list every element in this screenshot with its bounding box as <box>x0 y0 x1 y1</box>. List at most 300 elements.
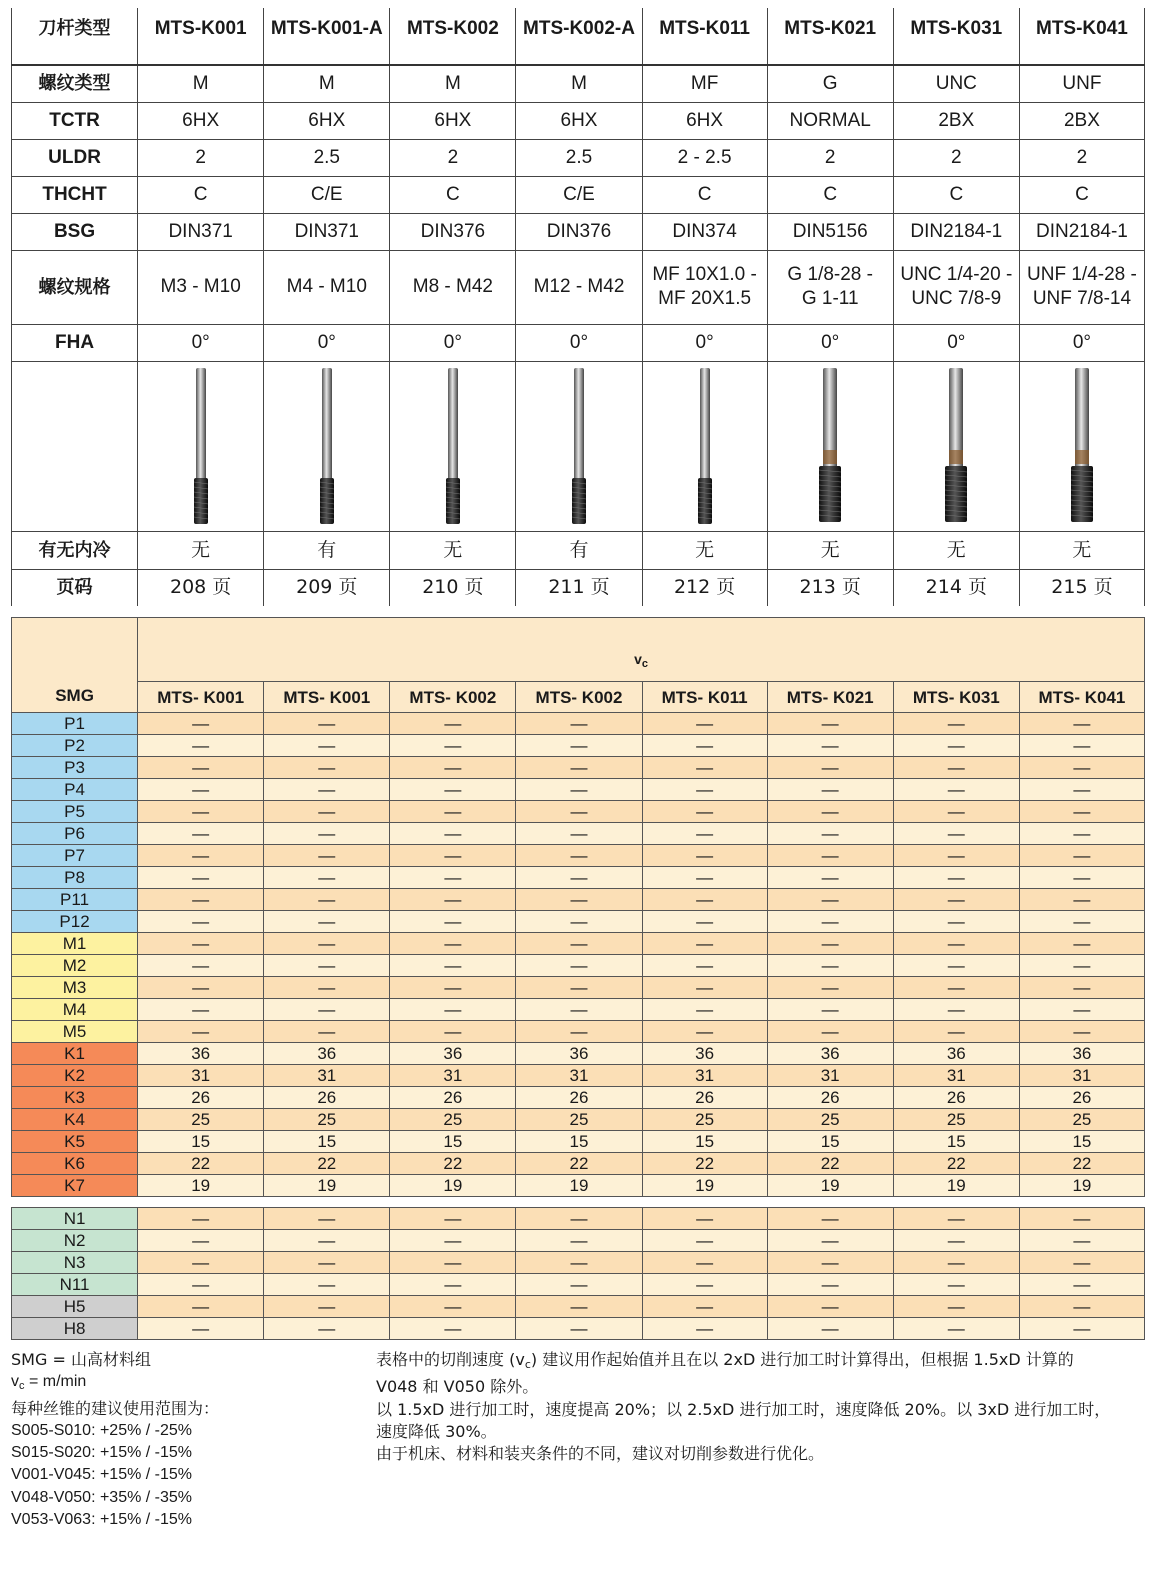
vc-column-header: MTS- K041 <box>1019 682 1144 713</box>
vc-value: — <box>893 779 1019 801</box>
row-label: 页码 <box>12 569 138 606</box>
vc-column-header: MTS- K031 <box>893 682 1019 713</box>
smg-cell: P8 <box>12 867 138 889</box>
vc-value: — <box>893 977 1019 999</box>
thread-spec-line: G 1/8-28 - <box>787 264 873 285</box>
vc-value: — <box>767 1318 893 1340</box>
vc-value: 19 <box>138 1175 264 1197</box>
thread-spec-cell <box>767 250 893 324</box>
vc-value: — <box>138 801 264 823</box>
vc-value: — <box>138 955 264 977</box>
vc-value: — <box>390 713 516 735</box>
spec-cell: 2.5 <box>264 139 390 176</box>
vc-row <box>12 845 1145 867</box>
vc-value: — <box>138 911 264 933</box>
vc-value: — <box>642 1252 767 1274</box>
vc-value: — <box>138 977 264 999</box>
vc-value: — <box>642 845 767 867</box>
vc-value: — <box>264 933 390 955</box>
vc-value: 15 <box>516 1131 642 1153</box>
vc-value: — <box>390 867 516 889</box>
spec-cell: C <box>1019 176 1144 213</box>
vc-value: 26 <box>390 1087 516 1109</box>
coolant-cell: 无 <box>390 531 516 569</box>
vc-value: — <box>138 1318 264 1340</box>
tap-image <box>559 366 599 526</box>
vc-value: — <box>893 1021 1019 1043</box>
thread-spec-line: M4 - M10 <box>286 276 367 297</box>
coolant-cell: 无 <box>767 531 893 569</box>
spec-cell: G <box>767 65 893 102</box>
tap-image <box>307 366 347 526</box>
vc-value: — <box>516 823 642 845</box>
vc-value: 22 <box>516 1153 642 1175</box>
smg-cell: H5 <box>12 1296 138 1318</box>
thread-spec-line: G 1-11 <box>801 288 859 309</box>
vc-value: — <box>516 955 642 977</box>
column-header: MTS-K021 <box>767 8 893 65</box>
spec-cell: M <box>516 65 642 102</box>
spec-cell: DIN374 <box>642 213 767 250</box>
vc-value: — <box>767 845 893 867</box>
vc-value: 22 <box>893 1153 1019 1175</box>
vc-value: — <box>516 1252 642 1274</box>
tap-image <box>936 366 976 526</box>
smg-cell: M2 <box>12 955 138 977</box>
vc-value: 36 <box>1019 1043 1144 1065</box>
vc-row <box>12 735 1145 757</box>
tap-image <box>685 366 725 526</box>
fha-cell: 0° <box>893 324 1019 361</box>
vc-value: — <box>264 735 390 757</box>
vc-value: 15 <box>390 1131 516 1153</box>
vc-value: — <box>264 1274 390 1296</box>
vc-value: — <box>138 757 264 779</box>
thread-spec-cell <box>1019 250 1144 324</box>
vc-value: — <box>642 889 767 911</box>
notes-right <box>376 1349 1116 1465</box>
vc-value: 36 <box>516 1043 642 1065</box>
vc-value: — <box>1019 713 1144 735</box>
thread-spec-cell <box>138 250 264 324</box>
thread-spec-line: UNC 7/8-9 <box>911 288 1002 309</box>
vc-value: — <box>390 735 516 757</box>
spec-cell: 6HX <box>390 102 516 139</box>
vc-value: — <box>767 713 893 735</box>
vc-value: — <box>390 1252 516 1274</box>
vc-column-header: MTS- K001 <box>264 682 390 713</box>
spec-cell: UNC <box>893 65 1019 102</box>
thread-spec-line: M8 - M42 <box>412 276 493 297</box>
spec-cell: 2.5 <box>516 139 642 176</box>
vc-value: — <box>516 933 642 955</box>
thread-spec-line: UNF 1/4-28 - <box>1027 264 1137 285</box>
vc-value: — <box>893 757 1019 779</box>
tap-image-cell <box>642 361 767 531</box>
vc-value: 31 <box>264 1065 390 1087</box>
vc-row <box>12 933 1145 955</box>
vc-value: 26 <box>264 1087 390 1109</box>
vc-value: — <box>390 1318 516 1340</box>
vc-value: — <box>767 1230 893 1252</box>
page-cell: 215 页 <box>1019 569 1144 606</box>
vc-value: 31 <box>767 1065 893 1087</box>
vc-value: — <box>1019 889 1144 911</box>
vc-value: — <box>767 779 893 801</box>
vc-value: 26 <box>767 1087 893 1109</box>
column-header: MTS-K031 <box>893 8 1019 65</box>
row-label: THCHT <box>12 176 138 213</box>
vc-value: — <box>264 867 390 889</box>
spec-cell: 2BX <box>893 102 1019 139</box>
vc-value: 15 <box>642 1131 767 1153</box>
vc-value: — <box>264 889 390 911</box>
spec-cell: C <box>767 176 893 213</box>
fha-cell: 0° <box>642 324 767 361</box>
smg-cell: M3 <box>12 977 138 999</box>
header-label: 刀杆类型 <box>12 8 138 65</box>
vc-value: — <box>516 735 642 757</box>
vc-value: — <box>264 779 390 801</box>
vc-column-header: MTS- K002 <box>516 682 642 713</box>
page-row <box>12 569 1145 606</box>
vc-value: — <box>893 933 1019 955</box>
vc-value: — <box>390 999 516 1021</box>
vc-value: — <box>893 713 1019 735</box>
vc-value: — <box>516 1318 642 1340</box>
vc-value: — <box>138 1252 264 1274</box>
fha-cell: 0° <box>767 324 893 361</box>
vc-row <box>12 1087 1145 1109</box>
vc-value: 19 <box>642 1175 767 1197</box>
vc-value: — <box>516 713 642 735</box>
spec-cell: M <box>138 65 264 102</box>
vc-value: 19 <box>516 1175 642 1197</box>
vc-value: — <box>516 1208 642 1230</box>
column-header: MTS-K002 <box>390 8 516 65</box>
vc-value: 19 <box>264 1175 390 1197</box>
spec-cell: 6HX <box>138 102 264 139</box>
vc-value: — <box>138 1296 264 1318</box>
vc-value: — <box>516 1296 642 1318</box>
spec-cell: DIN376 <box>516 213 642 250</box>
row-label: 螺纹类型 <box>12 65 138 102</box>
vc-value: — <box>264 977 390 999</box>
vc-value: — <box>390 1230 516 1252</box>
vc-value: — <box>390 1274 516 1296</box>
thread-spec-line: M3 - M10 <box>160 276 241 297</box>
gap-cell <box>12 1197 1145 1208</box>
vc-value: — <box>138 1208 264 1230</box>
vc-value: — <box>390 955 516 977</box>
vc-value: — <box>767 955 893 977</box>
vc-value: — <box>767 757 893 779</box>
smg-cell: N2 <box>12 1230 138 1252</box>
vc-row <box>12 713 1145 735</box>
tap-image-cell <box>1019 361 1144 531</box>
vc-header-row <box>12 618 1145 682</box>
smg-cell: P5 <box>12 801 138 823</box>
vc-value: — <box>893 1296 1019 1318</box>
vc-value: — <box>767 735 893 757</box>
thread-spec-line: MF 10X1.0 - <box>652 264 757 285</box>
page-cell: 210 页 <box>390 569 516 606</box>
vc-value: — <box>1019 867 1144 889</box>
image-label-cell <box>12 361 138 531</box>
vc-value: — <box>893 845 1019 867</box>
page-cell: 212 页 <box>642 569 767 606</box>
vc-value: — <box>642 779 767 801</box>
vc-value: 26 <box>1019 1087 1144 1109</box>
vc-value: — <box>516 779 642 801</box>
row-label: ULDR <box>12 139 138 176</box>
vc-value: — <box>893 1252 1019 1274</box>
smg-cell: K7 <box>12 1175 138 1197</box>
vc-row <box>12 911 1145 933</box>
vc-value: 31 <box>516 1065 642 1087</box>
vc-unit: $v_c = m/\min$ <box>11 1373 87 1393</box>
vc-value: — <box>1019 757 1144 779</box>
spec-row <box>12 102 1145 139</box>
page-cell: 211 页 <box>516 569 642 606</box>
smg-cell: M4 <box>12 999 138 1021</box>
vc-value: — <box>516 1230 642 1252</box>
smg-cell: K2 <box>12 1065 138 1087</box>
smg-cell: K6 <box>12 1153 138 1175</box>
vc-value: — <box>264 1318 390 1340</box>
vc-value: — <box>138 779 264 801</box>
spec-cell: M <box>264 65 390 102</box>
vc-value: — <box>767 1296 893 1318</box>
coolant-cell: 无 <box>642 531 767 569</box>
thread-spec-line: MF 20X1.5 <box>658 288 752 309</box>
vc-value: — <box>642 1296 767 1318</box>
range-item: V048-V050: +35% / -35% <box>11 1488 193 1506</box>
smg-cell: P4 <box>12 779 138 801</box>
spec-cell: DIN2184-1 <box>893 213 1019 250</box>
coolant-cell: 无 <box>1019 531 1144 569</box>
vc-column-header: MTS- K002 <box>390 682 516 713</box>
vc-value: — <box>893 999 1019 1021</box>
spec-row <box>12 139 1145 176</box>
spec-cell: UNF <box>1019 65 1144 102</box>
vc-value: — <box>516 867 642 889</box>
row-label: 有无内冷 <box>12 531 138 569</box>
vc-value: — <box>642 1230 767 1252</box>
vc-value: — <box>138 1021 264 1043</box>
row-label: 螺纹规格 <box>12 250 138 324</box>
spec-table <box>11 8 1145 606</box>
vc-value: — <box>516 911 642 933</box>
vc-value: — <box>1019 1252 1144 1274</box>
vc-row <box>12 1318 1145 1340</box>
page-cell: 208 页 <box>138 569 264 606</box>
fha-row <box>12 324 1145 361</box>
coolant-cell: 无 <box>138 531 264 569</box>
vc-row <box>12 1153 1145 1175</box>
vc-value: — <box>767 1021 893 1043</box>
vc-value: — <box>767 1252 893 1274</box>
vc-value: 15 <box>264 1131 390 1153</box>
vc-value: — <box>264 1021 390 1043</box>
vc-value: 36 <box>390 1043 516 1065</box>
vc-value: 25 <box>1019 1109 1144 1131</box>
vc-value: 22 <box>1019 1153 1144 1175</box>
smg-cell: P2 <box>12 735 138 757</box>
vc-value: — <box>1019 1296 1144 1318</box>
vc-value: — <box>390 911 516 933</box>
spec-header-row <box>12 8 1145 65</box>
group-gap <box>12 1197 1145 1208</box>
vc-value: — <box>642 757 767 779</box>
tap-image-cell <box>767 361 893 531</box>
smg-cell: N11 <box>12 1274 138 1296</box>
vc-value: 26 <box>893 1087 1019 1109</box>
thread-spec-line: UNF 7/8-14 <box>1032 288 1132 309</box>
vc-value: 36 <box>893 1043 1019 1065</box>
column-header: MTS-K001 <box>138 8 264 65</box>
vc-value: 25 <box>767 1109 893 1131</box>
vc-value: — <box>1019 1021 1144 1043</box>
vc-row <box>12 1021 1145 1043</box>
fha-cell: 0° <box>138 324 264 361</box>
vc-value: — <box>642 713 767 735</box>
smg-cell: M5 <box>12 1021 138 1043</box>
smg-cell: K3 <box>12 1087 138 1109</box>
smg-cell: P7 <box>12 845 138 867</box>
vc-row <box>12 779 1145 801</box>
notes-left <box>11 1349 371 1531</box>
vc-value: — <box>1019 1208 1144 1230</box>
vc-value: — <box>767 933 893 955</box>
spec-cell: C <box>642 176 767 213</box>
vc-value: — <box>893 1208 1019 1230</box>
vc-value: — <box>1019 977 1144 999</box>
thread-spec-cell <box>390 250 516 324</box>
vc-value: 31 <box>138 1065 264 1087</box>
note-depth-adjust: 以 1.5xD 进行加工时，速度提高 20%；以 2.5xD 进行加工时，速度降低 20%。以 3xD 进行加工时，速度降低 30%。 <box>376 1399 1111 1441</box>
vc-value: — <box>642 1021 767 1043</box>
vc-row <box>12 823 1145 845</box>
vc-value: 36 <box>767 1043 893 1065</box>
vc-value: — <box>516 999 642 1021</box>
vc-value: — <box>767 801 893 823</box>
vc-value: — <box>767 867 893 889</box>
vc-row <box>12 757 1145 779</box>
vc-value: 31 <box>390 1065 516 1087</box>
fha-cell: 0° <box>264 324 390 361</box>
tap-image-cell <box>390 361 516 531</box>
vc-value: 25 <box>390 1109 516 1131</box>
vc-value: — <box>767 911 893 933</box>
vc-value: 26 <box>642 1087 767 1109</box>
vc-value: 36 <box>642 1043 767 1065</box>
vc-value: — <box>138 867 264 889</box>
vc-value: — <box>767 977 893 999</box>
vc-value: — <box>767 889 893 911</box>
spec-row <box>12 65 1145 102</box>
vc-value: — <box>264 1208 390 1230</box>
cutting-speed-table <box>11 617 1145 1340</box>
vc-value: — <box>390 823 516 845</box>
vc-value: 25 <box>138 1109 264 1131</box>
smg-cell: K4 <box>12 1109 138 1131</box>
tap-image-cell <box>893 361 1019 531</box>
vc-symbol-sub: c <box>641 658 649 670</box>
vc-value: 31 <box>1019 1065 1144 1087</box>
spec-cell: C/E <box>516 176 642 213</box>
vc-value: — <box>1019 955 1144 977</box>
column-header: MTS-K011 <box>642 8 767 65</box>
vc-value: — <box>138 845 264 867</box>
vc-row <box>12 1043 1145 1065</box>
tap-image-cell <box>516 361 642 531</box>
vc-value: 25 <box>264 1109 390 1131</box>
vc-value: — <box>642 1208 767 1230</box>
vc-value: — <box>642 867 767 889</box>
range-item: V001-V045: +15% / -15% <box>11 1466 193 1484</box>
spec-cell: 2 <box>893 139 1019 176</box>
vc-row <box>12 1065 1145 1087</box>
vc-value: — <box>767 999 893 1021</box>
tap-image-cell <box>264 361 390 531</box>
fha-cell: 0° <box>390 324 516 361</box>
smg-cell: N1 <box>12 1208 138 1230</box>
spec-cell: C <box>893 176 1019 213</box>
vc-value: 25 <box>893 1109 1019 1131</box>
vc-value: — <box>390 845 516 867</box>
tap-image <box>433 366 473 526</box>
vc-value: — <box>1019 801 1144 823</box>
vc-value: — <box>893 1318 1019 1340</box>
spec-cell: DIN5156 <box>767 213 893 250</box>
thread-spec-cell <box>516 250 642 324</box>
vc-value: — <box>642 999 767 1021</box>
vc-value: 22 <box>264 1153 390 1175</box>
spec-cell: DIN371 <box>264 213 390 250</box>
vc-value: 19 <box>767 1175 893 1197</box>
vc-column-header: MTS- K001 <box>138 682 264 713</box>
vc-column-row <box>12 682 1145 713</box>
vc-value: — <box>893 911 1019 933</box>
vc-value: — <box>767 1274 893 1296</box>
vc-value: — <box>516 757 642 779</box>
vc-value: — <box>390 977 516 999</box>
smg-cell: P11 <box>12 889 138 911</box>
tap-image <box>1062 366 1102 526</box>
vc-symbol: v <box>634 651 642 667</box>
smg-definition: SMG = 山高材料组 <box>11 1350 151 1369</box>
range-item: S005-S010: +25% / -25% <box>11 1421 193 1439</box>
vc-value: — <box>1019 999 1144 1021</box>
thread-spec-cell <box>642 250 767 324</box>
vc-value: — <box>1019 845 1144 867</box>
thread-spec-row <box>12 250 1145 324</box>
vc-value: — <box>893 1274 1019 1296</box>
vc-column-header: MTS- K021 <box>767 682 893 713</box>
vc-value: — <box>138 713 264 735</box>
thread-spec-line: M12 - M42 <box>533 276 625 297</box>
vc-value: — <box>767 823 893 845</box>
vc-value: — <box>264 757 390 779</box>
vc-header <box>138 618 1145 682</box>
spec-cell: NORMAL <box>767 102 893 139</box>
vc-value: — <box>516 977 642 999</box>
smg-cell: K1 <box>12 1043 138 1065</box>
vc-value: — <box>516 889 642 911</box>
page-cell: 214 页 <box>893 569 1019 606</box>
range-item: S015-S020: +15% / -15% <box>11 1444 193 1462</box>
